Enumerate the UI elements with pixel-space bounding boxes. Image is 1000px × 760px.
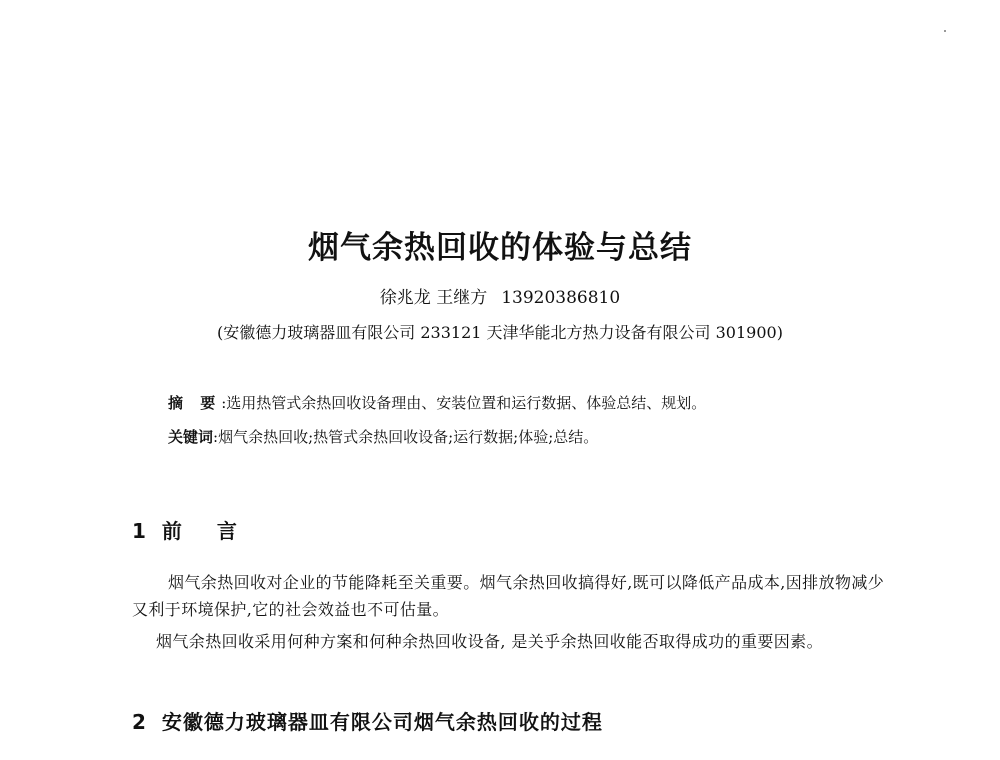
keywords-label: 关键词 [168,428,214,446]
paragraph: 烟气余热回收对企业的节能降耗至关重要。烟气余热回收搞得好,既可以降低产品成本,因排放物减少又利于环境保护,它的社会效益也不可估量。 [132,573,885,619]
section-title: 前 言 [161,519,251,543]
author-line [0,283,1000,308]
abstract [168,392,706,413]
author-names: 徐兆龙 王继方 [379,288,488,308]
scan-speck [944,30,946,32]
author-phone: 13920386810 [501,288,621,308]
abstract-label: 摘 要 [168,394,222,412]
section-number: 2 [132,710,146,734]
paragraph: 烟气余热回收采用何种方案和何种余热回收设备, 是关乎余热回收能否取得成功的重要因素。 [156,632,823,651]
keywords-text: :烟气余热回收;热管式余热回收设备;运行数据;体验;总结。 [213,428,599,446]
section-number: 1 [132,519,146,543]
affiliation-line: (安徽德力玻璃器皿有限公司 233121 天津华能北方热力设备有限公司 301900) [217,323,783,342]
section-heading-2 [132,706,603,735]
section-heading-1 [132,515,251,544]
paper-title: 烟气余热回收的体验与总结 [308,230,692,266]
keywords [168,426,598,447]
section-title: 安徽德力玻璃器皿有限公司烟气余热回收的过程 [161,710,603,734]
abstract-text: :选用热管式余热回收设备理由、安装位置和运行数据、体验总结、规划。 [221,394,707,412]
